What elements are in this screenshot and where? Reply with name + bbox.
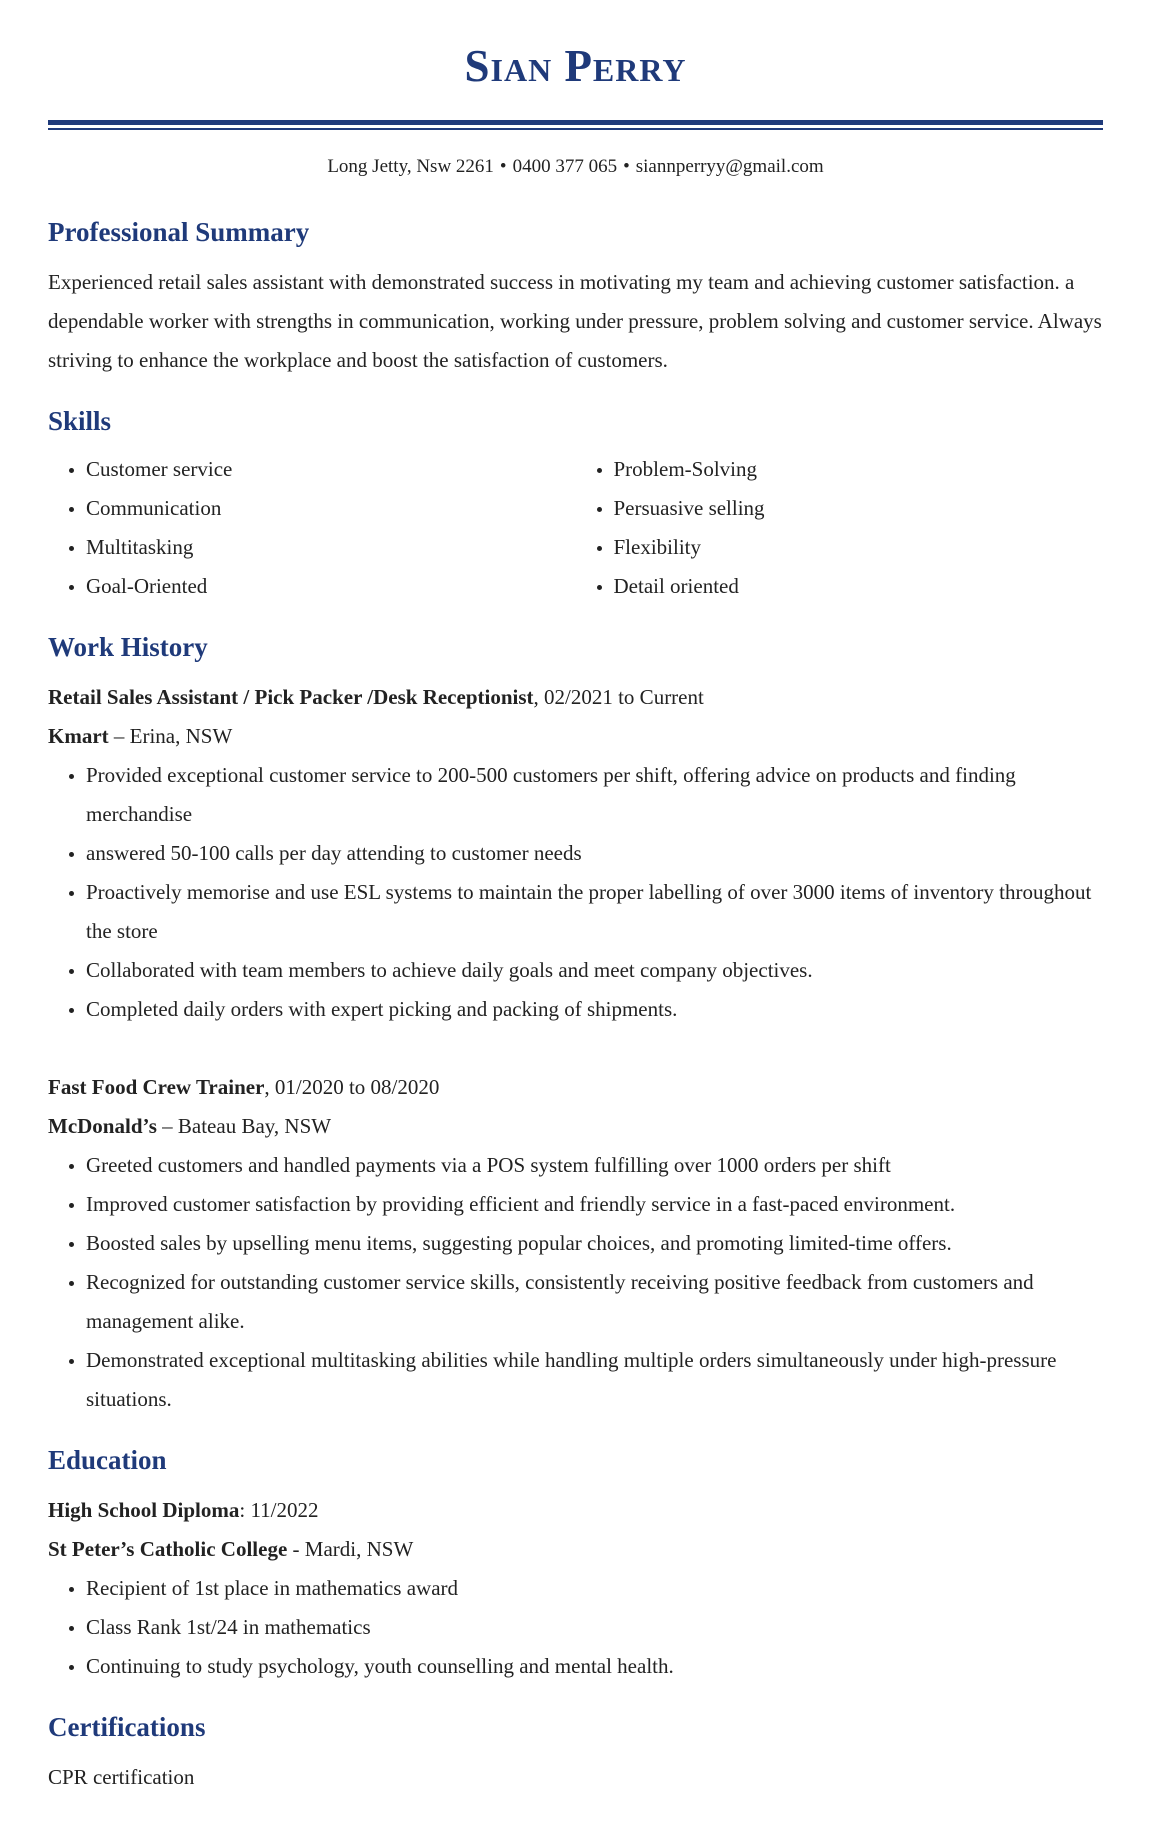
- education-school: St Peter’s Catholic College: [48, 1537, 288, 1561]
- summary-title: Professional Summary: [48, 217, 310, 247]
- job-bullets: [48, 1146, 1103, 1419]
- candidate-name: Sian Perry: [464, 41, 687, 91]
- skill-item: • Multitasking: [86, 528, 576, 567]
- job-bullet: • Proactively memorise and use ESL systems to maintain the proper labelling of over 3000 items of inventory throughout the store: [86, 873, 1103, 951]
- certifications-title: Certifications: [48, 1712, 206, 1742]
- job-bullet: • Recognized for outstanding customer service skills, consistently receiving positive feedback from customers and management alike.: [86, 1263, 1103, 1341]
- skill-item: • Problem-Solving: [614, 450, 1104, 489]
- job-bullet: • Collaborated with team members to achieve daily goals and meet company objectives.: [86, 951, 1103, 990]
- skills-list-right: [576, 450, 1104, 606]
- education-location: - Mardi, NSW: [287, 1537, 414, 1561]
- skill-item: • Flexibility: [614, 528, 1104, 567]
- job-entry: [48, 678, 1103, 1029]
- education-section: [48, 1443, 1103, 1686]
- job-entry: [48, 1068, 1103, 1419]
- job-bullet: • answered 50-100 calls per day attending to customer needs: [86, 834, 1103, 873]
- job-dates: , 02/2021 to Current: [533, 685, 704, 709]
- job-bullet: • Completed daily orders with expert picking and packing of shipments.: [86, 990, 1103, 1029]
- job-heading: [48, 1068, 1103, 1107]
- skill-item: • Communication: [86, 489, 576, 528]
- header-rule-thin: [48, 128, 1103, 130]
- skills-list-left: [48, 450, 576, 606]
- skill-item: • Persuasive selling: [614, 489, 1104, 528]
- job-bullet: • Improved customer satisfaction by providing efficient and friendly service in a fast-paced environment.: [86, 1185, 1103, 1224]
- job-company: Kmart: [48, 724, 109, 748]
- skill-item: • Goal-Oriented: [86, 567, 576, 606]
- spacer: [48, 1029, 1103, 1068]
- job-company: McDonald’s: [48, 1114, 157, 1138]
- header-rule-thick: [48, 120, 1103, 125]
- summary-text: Experienced retail sales assistant with demonstrated success in motivating my team and achieving customer satisfaction. a dependable worker with strengths in communication, working under pressure, problem solving and customer service. Always striving to enhance the workplace and boost the satisfaction of customers.: [48, 270, 1102, 372]
- education-school-line: [48, 1530, 1103, 1569]
- education-bullet: • Recipient of 1st place in mathematics award: [86, 1569, 1103, 1608]
- certification-item: CPR certification: [48, 1765, 195, 1789]
- education-heading: [48, 1491, 1103, 1530]
- job-bullet: • Greeted customers and handled payments via a POS system fulfilling over 1000 orders per shift: [86, 1146, 1103, 1185]
- job-bullet: • Provided exceptional customer service to 200-500 customers per shift, offering advice on products and finding merchandise: [86, 756, 1103, 834]
- job-title: Retail Sales Assistant / Pick Packer /Desk Receptionist: [48, 685, 534, 709]
- skills-section: [48, 404, 1103, 606]
- contact-address: Long Jetty, Nsw 2261: [327, 156, 494, 177]
- education-date: : 11/2022: [239, 1498, 319, 1522]
- job-location: – Erina, NSW: [108, 724, 233, 748]
- bullet-dot: •: [499, 156, 507, 177]
- skills-columns: [48, 450, 1103, 606]
- contact-email[interactable]: siannperryy@gmail.com: [635, 156, 824, 177]
- education-entry: [48, 1491, 1103, 1686]
- contact-phone: 0400 377 065: [512, 156, 618, 177]
- education-bullets: [48, 1569, 1103, 1686]
- job-title: Fast Food Crew Trainer: [48, 1075, 265, 1099]
- education-bullet: • Class Rank 1st/24 in mathematics: [86, 1608, 1103, 1647]
- job-bullet: • Boosted sales by upselling menu items, suggesting popular choices, and promoting limited-time offers.: [86, 1224, 1103, 1263]
- summary-section: [48, 215, 1103, 380]
- education-degree: High School Diploma: [48, 1498, 240, 1522]
- job-dates: , 01/2020 to 08/2020: [264, 1075, 440, 1099]
- job-bullets: [48, 756, 1103, 1029]
- contact-line: [48, 154, 1103, 180]
- certifications-section: [48, 1710, 1103, 1797]
- bullet-dot: •: [623, 156, 630, 177]
- job-employer: [48, 1107, 1103, 1146]
- job-bullet: • Demonstrated exceptional multitasking abilities while handling multiple orders simultaneously under high-pressure situations.: [86, 1341, 1103, 1419]
- skills-title: Skills: [48, 406, 112, 436]
- job-heading: [48, 678, 1103, 717]
- work-section: [48, 630, 1103, 1419]
- job-location: – Bateau Bay, NSW: [156, 1114, 332, 1138]
- skill-item: • Detail oriented: [614, 567, 1104, 606]
- education-title: Education: [48, 1445, 167, 1475]
- skill-item: • Customer service: [86, 450, 576, 489]
- education-bullet: • Continuing to study psychology, youth counselling and mental health.: [86, 1647, 1103, 1686]
- job-employer: [48, 717, 1103, 756]
- work-title: Work History: [48, 632, 208, 662]
